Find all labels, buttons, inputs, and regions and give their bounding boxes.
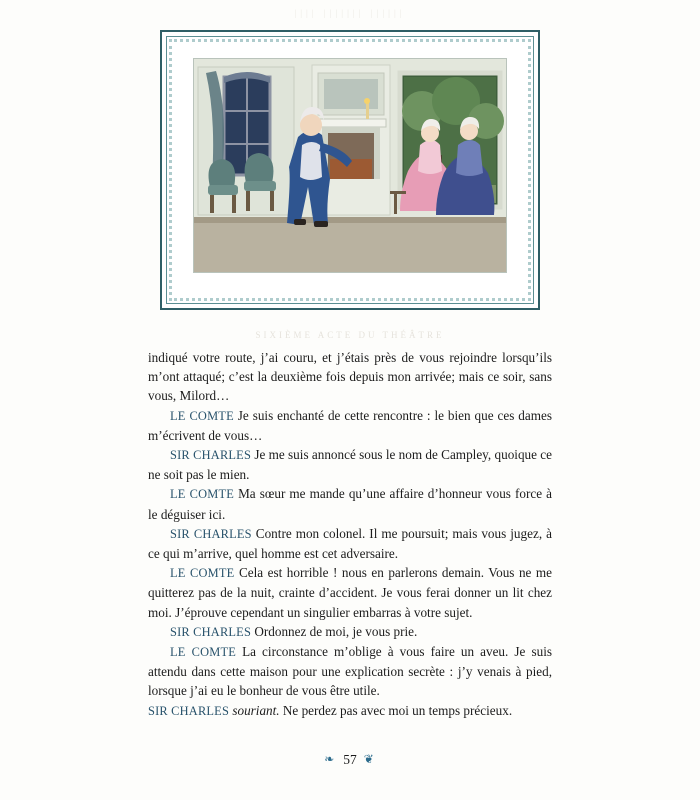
speaker-name: LE COMTE xyxy=(170,408,234,423)
plate-artwork xyxy=(193,58,507,273)
page-body-text xyxy=(148,348,552,721)
speaker-name: LE COMTE xyxy=(170,487,234,502)
paragraph-text: Je suis enchanté de cette rencontre : le bien que ces dames m’écrivent de vous… xyxy=(148,407,552,443)
speaker-name: SIR CHARLES xyxy=(170,624,252,639)
paragraph-text: Contre mon colonel. Il me poursuit; mais vous jugez, à ce qui m’arrive, quel homme est cet adversaire. xyxy=(148,525,552,562)
page-showthrough-middle: SIXIÈME ACTE DU THÉÂTRE xyxy=(255,330,445,340)
paragraph-text: Ordonnez de moi, je vous prie. xyxy=(254,623,418,639)
paragraph xyxy=(148,622,552,642)
speaker-name: SIR CHARLES xyxy=(170,448,252,463)
paragraph xyxy=(148,445,552,484)
stage-direction: souriant. xyxy=(232,702,280,718)
speaker-name: SIR CHARLES xyxy=(148,703,230,718)
folio-number: 57 xyxy=(343,752,357,767)
folio-left-ornament-icon: ❧ xyxy=(324,752,337,766)
folio-right-ornament-icon: ❦ xyxy=(363,752,376,766)
page-showthrough-top: |||| ||||||| |||||| xyxy=(294,8,406,18)
paragraph xyxy=(148,524,552,563)
paragraph-text: La circonstance m’oblige à vous faire un aveu. Je suis attendu dans cette maison pour une explication secrète : j’y venais à pied, lorsque j’ai eu le bonheur de vous être utile. xyxy=(148,644,552,699)
paragraph xyxy=(148,484,552,523)
paragraph xyxy=(148,563,552,622)
illustration-plate xyxy=(160,30,540,310)
paragraph-text: Ne perdez pas avec moi un temps précieux. xyxy=(282,702,513,718)
paragraph xyxy=(148,642,552,701)
paragraph-text: Ma sœur me mande qu’une affaire d’honneur vous force à le déguiser ici. xyxy=(148,486,553,522)
paragraph-text: Je me suis annoncé sous le nom de Campley, quoique ce ne soit pas le mien. xyxy=(148,447,552,483)
paragraph-text: indiqué votre route, j’ai couru, et j’étais près de vous rejoindre lorsqu’ils m’ont attaqué; c’est la deuxième fois depuis mon arrivée; mais ce soir, sans vous, Milord… xyxy=(148,350,552,404)
paragraph xyxy=(148,701,552,721)
speaker-name: LE COMTE xyxy=(170,566,235,581)
paragraph xyxy=(148,348,552,406)
paragraph xyxy=(148,406,552,445)
page-folio xyxy=(0,752,700,768)
paragraph-text: Cela est horrible ! nous en parlerons demain. Vous ne me quitterez pas de la nuit, crainte d’accident. Je vous ferai donner un lit chez moi. J’éprouve cependant un singulier embarras à votre sujet. xyxy=(148,565,553,620)
speaker-name: SIR CHARLES xyxy=(170,526,252,541)
speaker-name: LE COMTE xyxy=(170,645,236,660)
